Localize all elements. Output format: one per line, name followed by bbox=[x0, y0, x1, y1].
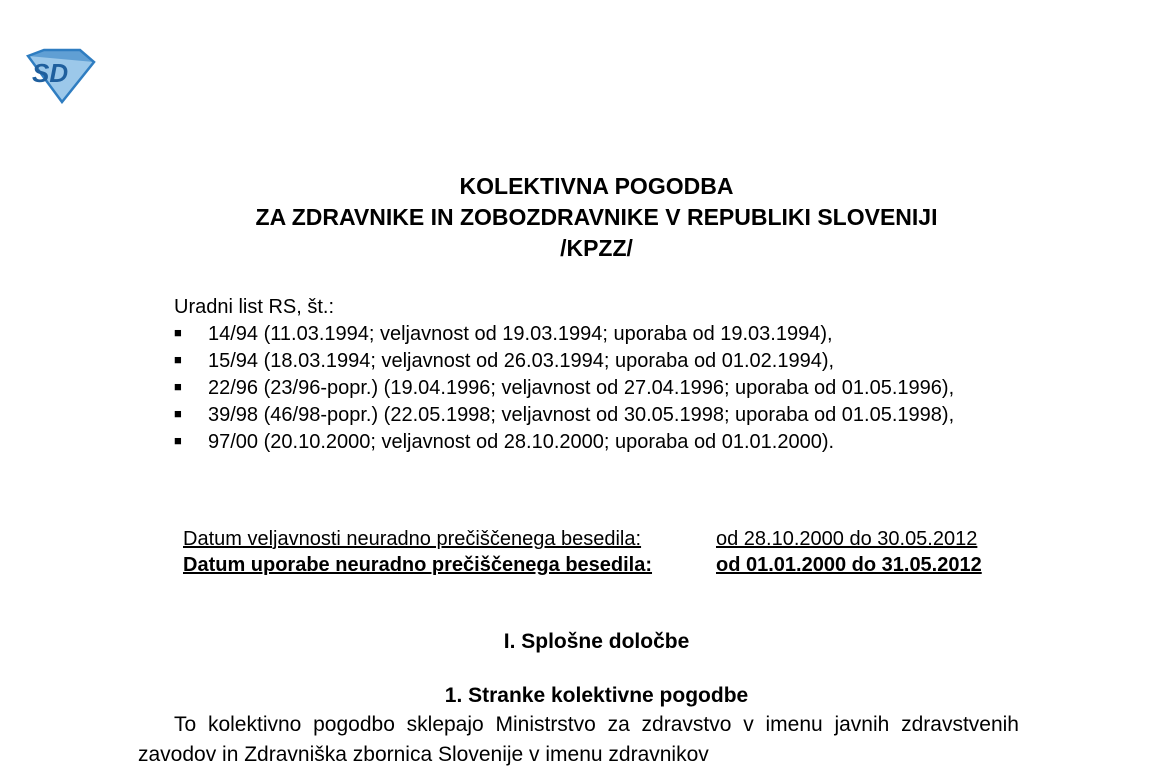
validity-value: od 28.10.2000 do 30.05.2012 bbox=[716, 528, 978, 550]
gazette-item: ■ 22/96 (23/96-popr.) (19.04.1996; veljavnost od 27.04.1996; uporaba od 01.05.1996), bbox=[138, 374, 1019, 401]
validity-label: Datum veljavnosti neuradno prečiščenega besedila: bbox=[183, 528, 642, 550]
document-title bbox=[0, 171, 1157, 264]
application-value: od 01.01.2000 do 31.05.2012 bbox=[716, 554, 982, 576]
section-heading: I. Splošne določbe bbox=[503, 630, 690, 653]
bullet-icon: ■ bbox=[174, 406, 182, 421]
body-paragraph: To kolektivno pogodbo sklepajo Ministrstvo za zdravstvo v imenu javnih zdravstvenih zavodov in Zdravniška zbornica Slovenije v imenu zdravnikov bbox=[138, 713, 1019, 766]
subsection-heading: 1. Stranke kolektivne pogodbe bbox=[444, 684, 749, 707]
bullet-icon: ■ bbox=[174, 433, 182, 448]
official-gazette-list bbox=[138, 294, 1019, 455]
title-line: ZA ZDRAVNIKE IN ZOBOZDRAVNIKE V REPUBLIKI SLOVENIJI bbox=[255, 204, 938, 230]
bullet-icon: ■ bbox=[174, 352, 182, 367]
application-label: Datum uporabe neuradno prečiščenega besedila: bbox=[183, 554, 653, 576]
validity-date-row bbox=[183, 526, 982, 552]
bullet-icon: ■ bbox=[174, 379, 182, 394]
gazette-item: ■ 14/94 (11.03.1994; veljavnost od 19.03.1994; uporaba od 19.03.1994), bbox=[138, 320, 1019, 347]
svg-text:SD: SD bbox=[32, 58, 69, 88]
gazette-item: ■ 15/94 (18.03.1994; veljavnost od 26.03.1994; uporaba od 01.02.1994), bbox=[138, 347, 1019, 374]
title-line: /KPZZ/ bbox=[560, 235, 633, 261]
application-date-row bbox=[183, 552, 982, 578]
title-line: KOLEKTIVNA POGODBA bbox=[459, 173, 734, 199]
gazette-item: ■ 97/00 (20.10.2000; veljavnost od 28.10.2000; uporaba od 01.01.2000). bbox=[138, 428, 1019, 455]
bullet-icon: ■ bbox=[174, 325, 182, 340]
gazette-intro: Uradni list RS, št.: bbox=[174, 296, 335, 318]
organization-logo bbox=[22, 48, 96, 104]
gazette-item: ■ 39/98 (46/98-popr.) (22.05.1998; veljavnost od 30.05.1998; uporaba od 01.05.1998), bbox=[138, 401, 1019, 428]
consolidated-text-dates bbox=[183, 526, 982, 578]
